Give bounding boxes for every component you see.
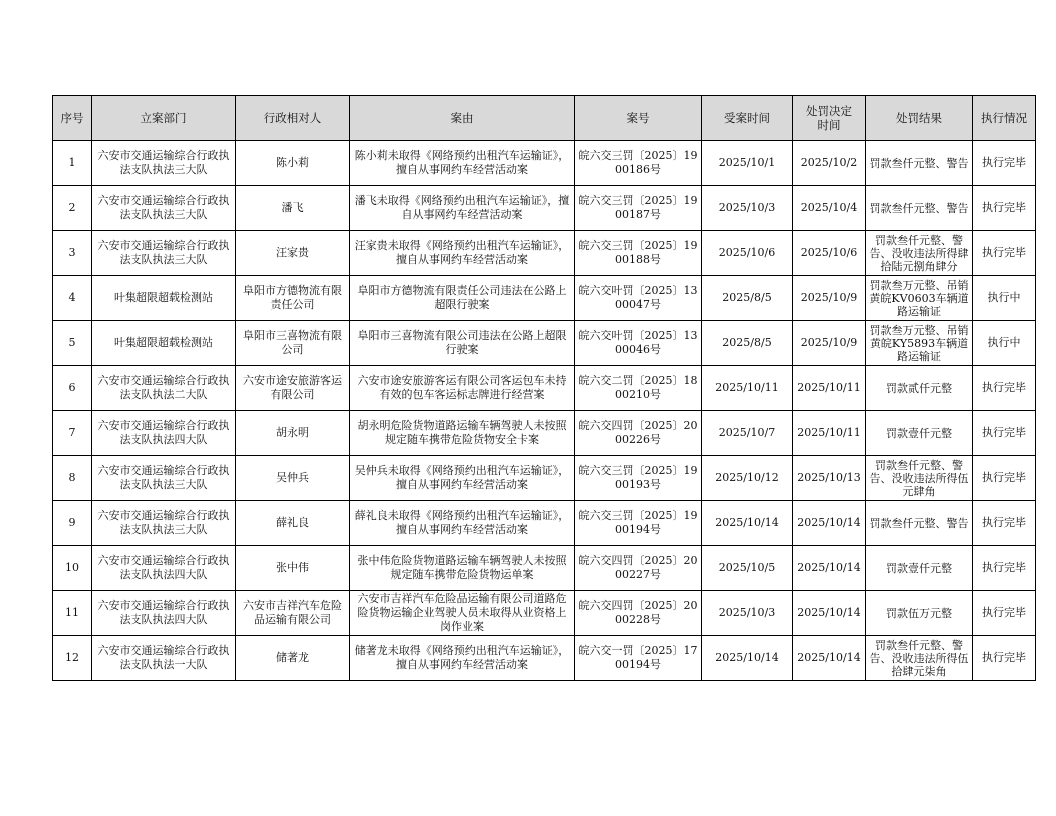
cell-reason: 阜阳市方德物流有限责任公司违法在公路上超限行驶案	[350, 276, 575, 321]
cell-reason: 陈小莉未取得《网络预约出租汽车运输证》，擅自从事网约车经营活动案	[350, 141, 575, 186]
penalty-case-table	[52, 95, 1036, 681]
cell-party: 阜阳市方德物流有限责任公司	[236, 276, 350, 321]
cell-reason: 六安市吉祥汽车危险品运输有限公司道路危险货物运输企业驾驶人员未取得从业资格上岗作业案	[350, 591, 575, 636]
cell-accept-date: 2025/10/1	[702, 141, 793, 186]
cell-status: 执行完毕	[973, 366, 1036, 411]
cell-no: 5	[53, 321, 92, 366]
cell-accept-date: 2025/10/3	[702, 591, 793, 636]
header-no: 序号	[53, 96, 92, 141]
cell-result: 罚款叁仟元整、警告	[866, 186, 973, 231]
cell-case-no: 皖六交二罚〔2025〕1800210号	[575, 366, 702, 411]
cell-decision-date: 2025/10/6	[793, 231, 866, 276]
cell-no: 8	[53, 456, 92, 501]
table-row	[53, 456, 1036, 501]
cell-case-no: 皖六交三罚〔2025〕1900187号	[575, 186, 702, 231]
cell-dept: 六安市交通运输综合行政执法支队执法三大队	[92, 456, 236, 501]
cell-case-no: 皖六交叶罚〔2025〕1300047号	[575, 276, 702, 321]
cell-dept: 六安市交通运输综合行政执法支队执法一大队	[92, 636, 236, 681]
cell-dept: 叶集超限超载检测站	[92, 276, 236, 321]
table-row	[53, 636, 1036, 681]
cell-no: 9	[53, 501, 92, 546]
cell-reason: 吴仲兵未取得《网络预约出租汽车运输证》，擅自从事网约车经营活动案	[350, 456, 575, 501]
cell-result: 罚款叁万元整、吊销黄皖KY5893车辆道路运输证	[866, 321, 973, 366]
cell-result: 罚款壹仟元整	[866, 411, 973, 456]
cell-status: 执行完毕	[973, 411, 1036, 456]
cell-no: 2	[53, 186, 92, 231]
cell-status: 执行中	[973, 276, 1036, 321]
cell-status: 执行完毕	[973, 546, 1036, 591]
cell-accept-date: 2025/10/14	[702, 636, 793, 681]
cell-case-no: 皖六交三罚〔2025〕1900193号	[575, 456, 702, 501]
cell-case-no: 皖六交叶罚〔2025〕1300046号	[575, 321, 702, 366]
header-dept: 立案部门	[92, 96, 236, 141]
cell-status: 执行完毕	[973, 591, 1036, 636]
cell-party: 汪家贵	[236, 231, 350, 276]
table-row	[53, 366, 1036, 411]
cell-result: 罚款伍万元整	[866, 591, 973, 636]
cell-result: 罚款叁万元整、吊销黄皖KV0603车辆道路运输证	[866, 276, 973, 321]
cell-party: 薛礼良	[236, 501, 350, 546]
cell-dept: 六安市交通运输综合行政执法支队执法四大队	[92, 411, 236, 456]
header-status: 执行情况	[973, 96, 1036, 141]
table-row	[53, 411, 1036, 456]
cell-no: 12	[53, 636, 92, 681]
cell-case-no: 皖六交四罚〔2025〕2000228号	[575, 591, 702, 636]
cell-status: 执行完毕	[973, 141, 1036, 186]
cell-decision-date: 2025/10/13	[793, 456, 866, 501]
cell-accept-date: 2025/8/5	[702, 321, 793, 366]
cell-reason: 胡永明危险货物道路运输车辆驾驶人未按照规定随车携带危险货物安全卡案	[350, 411, 575, 456]
cell-decision-date: 2025/10/9	[793, 276, 866, 321]
cell-party: 张中伟	[236, 546, 350, 591]
cell-accept-date: 2025/10/12	[702, 456, 793, 501]
cell-result: 罚款叁仟元整、警告、没收违法所得伍元肆角	[866, 456, 973, 501]
cell-case-no: 皖六交一罚〔2025〕1700194号	[575, 636, 702, 681]
cell-accept-date: 2025/10/6	[702, 231, 793, 276]
penalty-case-sheet	[52, 95, 1035, 681]
cell-case-no: 皖六交三罚〔2025〕1900186号	[575, 141, 702, 186]
cell-status: 执行完毕	[973, 186, 1036, 231]
cell-party: 六安市吉祥汽车危险品运输有限公司	[236, 591, 350, 636]
cell-decision-date: 2025/10/2	[793, 141, 866, 186]
header-result: 处罚结果	[866, 96, 973, 141]
table-row	[53, 321, 1036, 366]
cell-case-no: 皖六交三罚〔2025〕1900194号	[575, 501, 702, 546]
cell-accept-date: 2025/10/3	[702, 186, 793, 231]
cell-no: 1	[53, 141, 92, 186]
cell-result: 罚款贰仟元整	[866, 366, 973, 411]
cell-result: 罚款叁仟元整、警告	[866, 141, 973, 186]
cell-result: 罚款叁仟元整、警告、没收违法所得肆拾陆元捌角肆分	[866, 231, 973, 276]
cell-decision-date: 2025/10/14	[793, 636, 866, 681]
cell-reason: 张中伟危险货物道路运输车辆驾驶人未按照规定随车携带危险货物运单案	[350, 546, 575, 591]
header-accept-date: 受案时间	[702, 96, 793, 141]
cell-case-no: 皖六交三罚〔2025〕1900188号	[575, 231, 702, 276]
cell-dept: 六安市交通运输综合行政执法支队执法四大队	[92, 546, 236, 591]
cell-status: 执行完毕	[973, 501, 1036, 546]
cell-dept: 六安市交通运输综合行政执法支队执法三大队	[92, 141, 236, 186]
header-decision-date: 处罚决定时间	[793, 96, 866, 141]
cell-decision-date: 2025/10/11	[793, 366, 866, 411]
header-reason: 案由	[350, 96, 575, 141]
cell-dept: 六安市交通运输综合行政执法支队执法四大队	[92, 591, 236, 636]
cell-no: 7	[53, 411, 92, 456]
table-row	[53, 276, 1036, 321]
header-row	[53, 96, 1036, 141]
cell-decision-date: 2025/10/14	[793, 591, 866, 636]
cell-decision-date: 2025/10/9	[793, 321, 866, 366]
cell-result: 罚款壹仟元整	[866, 546, 973, 591]
table-header	[53, 96, 1036, 141]
cell-decision-date: 2025/10/14	[793, 546, 866, 591]
cell-party: 阜阳市三喜物流有限公司	[236, 321, 350, 366]
cell-party: 六安市途安旅游客运有限公司	[236, 366, 350, 411]
table-row	[53, 501, 1036, 546]
header-party: 行政相对人	[236, 96, 350, 141]
cell-reason: 汪家贵未取得《网络预约出租汽车运输证》，擅自从事网约车经营活动案	[350, 231, 575, 276]
cell-status: 执行完毕	[973, 231, 1036, 276]
cell-decision-date: 2025/10/11	[793, 411, 866, 456]
cell-party: 储著龙	[236, 636, 350, 681]
cell-dept: 六安市交通运输综合行政执法支队执法二大队	[92, 366, 236, 411]
cell-decision-date: 2025/10/4	[793, 186, 866, 231]
cell-accept-date: 2025/10/5	[702, 546, 793, 591]
header-case-no: 案号	[575, 96, 702, 141]
cell-accept-date: 2025/8/5	[702, 276, 793, 321]
cell-case-no: 皖六交四罚〔2025〕2000227号	[575, 546, 702, 591]
cell-party: 胡永明	[236, 411, 350, 456]
cell-reason: 储著龙未取得《网络预约出租汽车运输证》，擅自从事网约车经营活动案	[350, 636, 575, 681]
cell-decision-date: 2025/10/14	[793, 501, 866, 546]
cell-no: 6	[53, 366, 92, 411]
cell-reason: 阜阳市三喜物流有限公司违法在公路上超限行驶案	[350, 321, 575, 366]
table-row	[53, 186, 1036, 231]
cell-status: 执行中	[973, 321, 1036, 366]
cell-result: 罚款叁仟元整、警告	[866, 501, 973, 546]
cell-party: 陈小莉	[236, 141, 350, 186]
cell-reason: 薛礼良未取得《网络预约出租汽车运输证》，擅自从事网约车经营活动案	[350, 501, 575, 546]
cell-dept: 六安市交通运输综合行政执法支队执法三大队	[92, 231, 236, 276]
cell-reason: 潘飞未取得《网络预约出租汽车运输证》，擅自从事网约车经营活动案	[350, 186, 575, 231]
cell-no: 11	[53, 591, 92, 636]
cell-dept: 叶集超限超载检测站	[92, 321, 236, 366]
cell-no: 10	[53, 546, 92, 591]
cell-accept-date: 2025/10/11	[702, 366, 793, 411]
cell-accept-date: 2025/10/14	[702, 501, 793, 546]
cell-no: 4	[53, 276, 92, 321]
cell-accept-date: 2025/10/7	[702, 411, 793, 456]
cell-dept: 六安市交通运输综合行政执法支队执法三大队	[92, 501, 236, 546]
cell-dept: 六安市交通运输综合行政执法支队执法三大队	[92, 186, 236, 231]
table-row	[53, 591, 1036, 636]
cell-case-no: 皖六交四罚〔2025〕2000226号	[575, 411, 702, 456]
cell-result: 罚款叁仟元整、警告、没收违法所得伍拾肆元柒角	[866, 636, 973, 681]
cell-no: 3	[53, 231, 92, 276]
table-row	[53, 141, 1036, 186]
cell-party: 吴仲兵	[236, 456, 350, 501]
cell-status: 执行完毕	[973, 636, 1036, 681]
cell-status: 执行完毕	[973, 456, 1036, 501]
table-row	[53, 546, 1036, 591]
cell-party: 潘飞	[236, 186, 350, 231]
table-body	[53, 141, 1036, 681]
table-row	[53, 231, 1036, 276]
cell-reason: 六安市途安旅游客运有限公司客运包车未持有效的包车客运标志牌进行经营案	[350, 366, 575, 411]
